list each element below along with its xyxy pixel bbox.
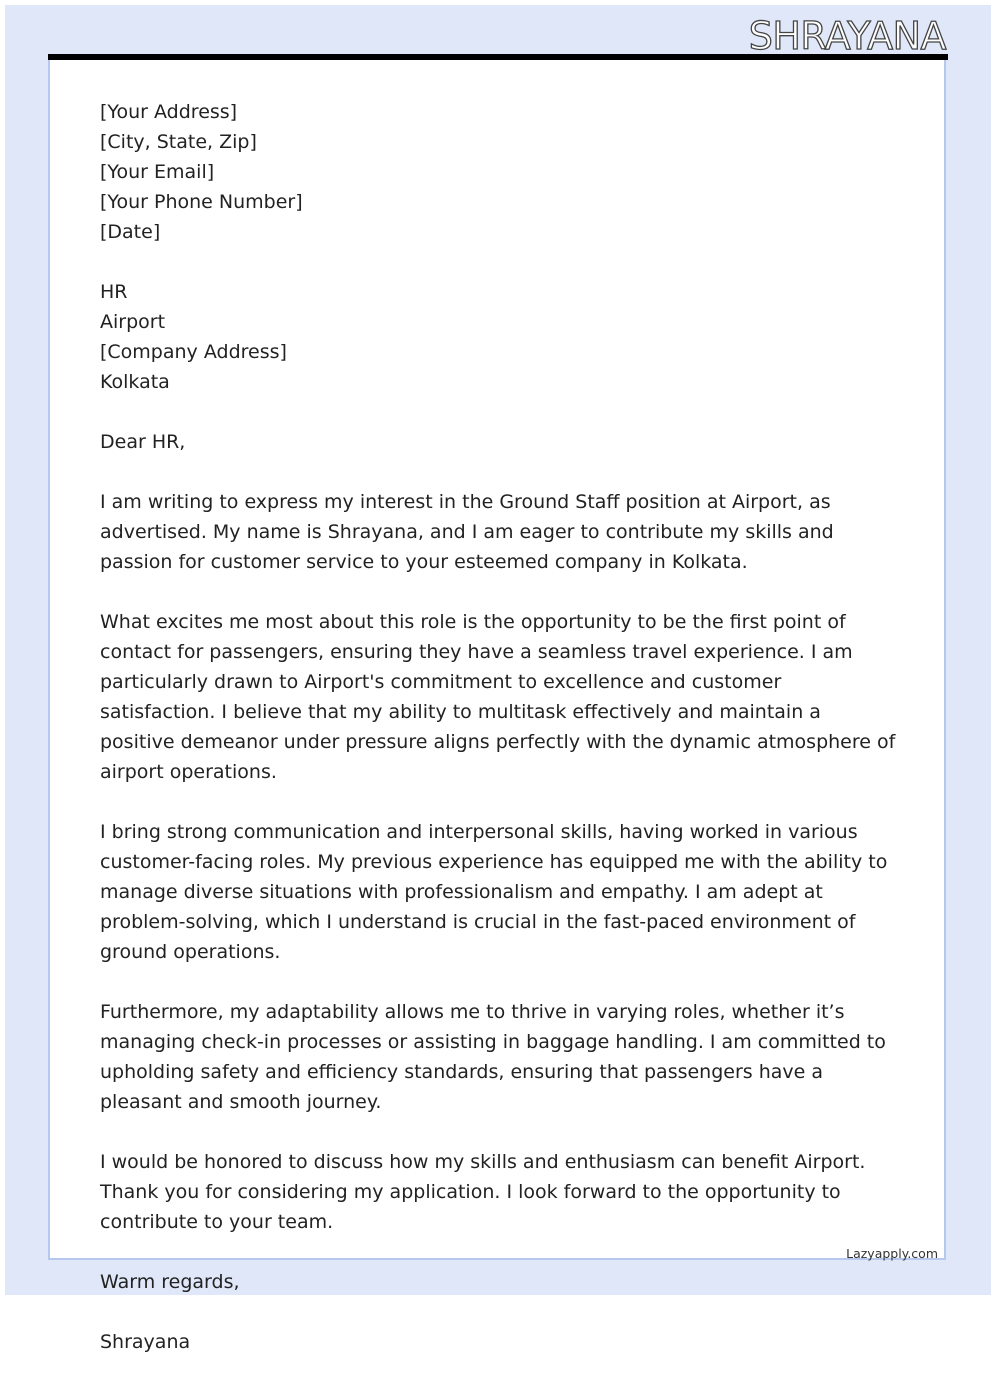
closing: Warm regards,: [100, 1271, 240, 1293]
body-paragraph-5: I would be honored to discuss how my skills and enthusiasm can benefit Airport. Thank you for considering my application. I look forward to the opportunity to contribute to your team.: [100, 1151, 866, 1233]
recipient-company: Airport: [100, 311, 166, 333]
body-paragraph-3: I bring strong communication and interpersonal skills, having worked in various customer-facing roles. My previous experience has equipped me with the ability to manage diverse situations with professionalism and empathy. I am adept at problem-solving, which I understand is crucial in the fast-paced environment of ground operations.: [100, 821, 888, 963]
sender-phone: [Your Phone Number]: [100, 191, 303, 213]
watermark-text: Lazyapply.com: [846, 1246, 938, 1261]
signature-name: Shrayana: [100, 1331, 191, 1353]
recipient-company-address: [Company Address]: [100, 341, 287, 363]
recipient-block: [100, 277, 900, 397]
sender-email: [Your Email]: [100, 161, 215, 183]
salutation: Dear HR,: [100, 431, 186, 453]
sender-city-state-zip: [City, State, Zip]: [100, 131, 257, 153]
cover-letter-body: [100, 97, 900, 1387]
brand-name: SHRAYANA: [748, 14, 946, 58]
sender-block: [100, 97, 900, 247]
sender-address: [Your Address]: [100, 101, 238, 123]
body-paragraph-4: Furthermore, my adaptability allows me to thrive in varying roles, whether it’s managing check-in processes or assisting in baggage handling. I am committed to upholding safety and efficiency standards, ensuring that passengers have a pleasant and smooth journey.: [100, 1001, 886, 1113]
recipient-name: HR: [100, 281, 128, 303]
letter-date: [Date]: [100, 221, 161, 243]
recipient-city: Kolkata: [100, 371, 170, 393]
body-paragraph-1: I am writing to express my interest in the Ground Staff position at Airport, as advertised. My name is Shrayana, and I am eager to contribute my skills and passion for customer service to your esteemed company in Kolkata.: [100, 491, 834, 573]
body-paragraph-2: What excites me most about this role is the opportunity to be the first point of contact for passengers, ensuring they have a seamless travel experience. I am particularly drawn to Airport's commitment to excellence and customer satisfaction. I believe that my ability to multitask effectively and maintain a positive demeanor under pressure aligns perfectly with the dynamic atmosphere of airport operations.: [100, 611, 896, 783]
